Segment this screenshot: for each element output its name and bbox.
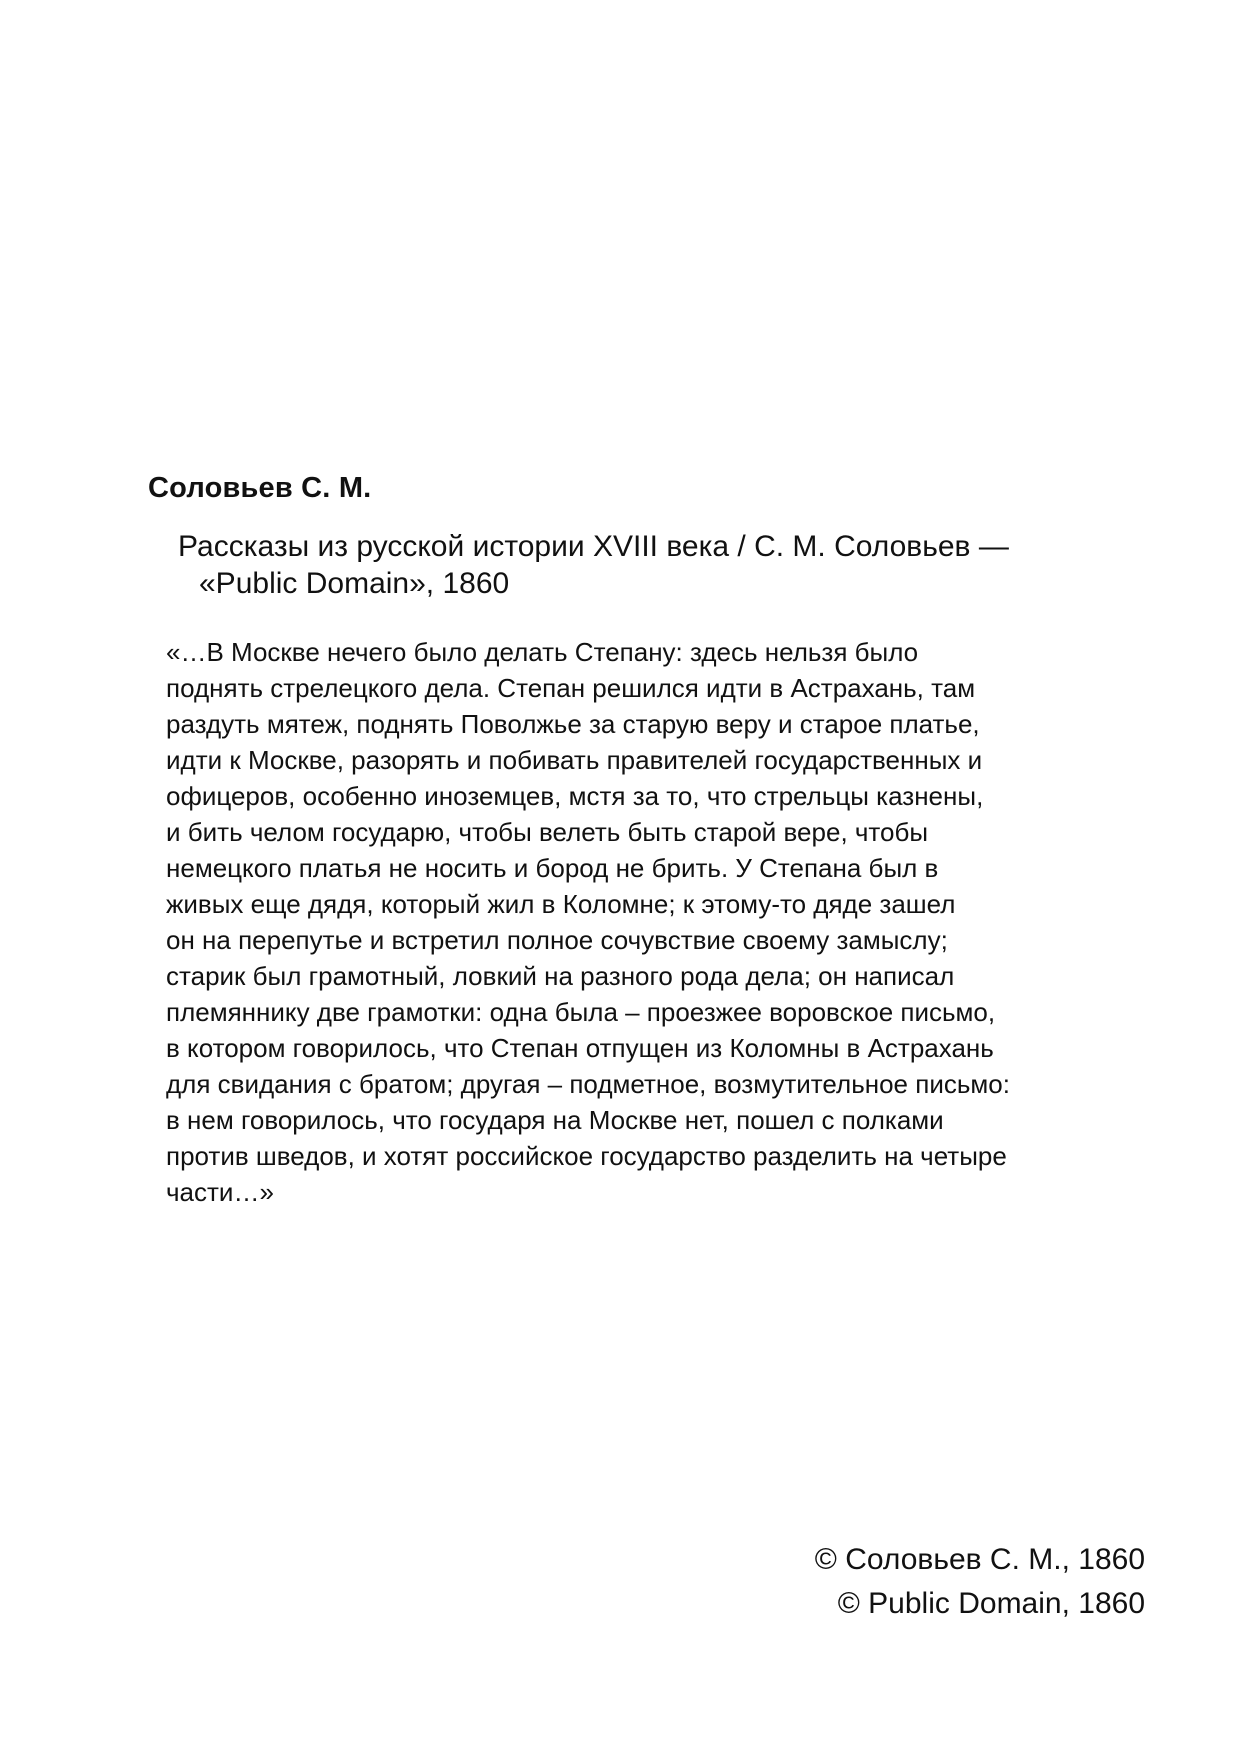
annotation-line: он на перепутье и встретил полное сочувствие своему замыслу; — [166, 925, 948, 955]
annotation-text — [166, 634, 1166, 1210]
annotation-line: поднять стрелецкого дела. Степан решился идти в Астрахань, там — [166, 673, 976, 703]
annotation-line: против шведов, и хотят российское государство разделить на четыре — [166, 1141, 1007, 1171]
copyright-block — [815, 1538, 1145, 1626]
citation-publisher-line: «Public Domain», 1860 — [199, 567, 510, 600]
copyright-domain-line: © Public Domain, 1860 — [837, 1587, 1145, 1620]
annotation-line: части…» — [166, 1177, 274, 1207]
annotation-line: в нем говорилось, что государя на Москве нет, пошел с полками — [166, 1105, 944, 1135]
copyright-author-line: © Соловьев С. М., 1860 — [814, 1543, 1145, 1576]
annotation-line: племяннику две грамотки: одна была – проезжее воровское письмо, — [166, 997, 996, 1027]
annotation-line: идти к Москве, разорять и побивать правителей государственных и — [166, 745, 983, 775]
annotation-line: «…В Москве нечего было делать Степану: здесь нельзя было — [166, 637, 919, 667]
annotation-line: старик был грамотный, ловкий на разного рода дела; он написал — [166, 961, 955, 991]
annotation-line: в котором говорилось, что Степан отпущен из Коломны в Астрахань — [166, 1033, 994, 1063]
author-heading: Соловьев С. М. — [148, 472, 372, 504]
citation-title-line: Рассказы из русской истории XVIII века / С. М. Соловьев — — [178, 530, 1009, 563]
annotation-line: немецкого платья не носить и бород не брить. У Степана был в — [166, 853, 939, 883]
annotation-line: офицеров, особенно иноземцев, мстя за то, что стрельцы казнены, — [166, 781, 984, 811]
annotation-line: живых еще дядя, который жил в Коломне; к этому-то дяде зашел — [166, 889, 956, 919]
bibliographic-citation — [178, 528, 1138, 602]
annotation-line: раздуть мятеж, поднять Поволжье за старую веру и старое платье, — [166, 709, 980, 739]
annotation-line: и бить челом государю, чтобы велеть быть старой вере, чтобы — [166, 817, 929, 847]
annotation-line: для свидания с братом; другая – подметное, возмутительное письмо: — [166, 1069, 1010, 1099]
